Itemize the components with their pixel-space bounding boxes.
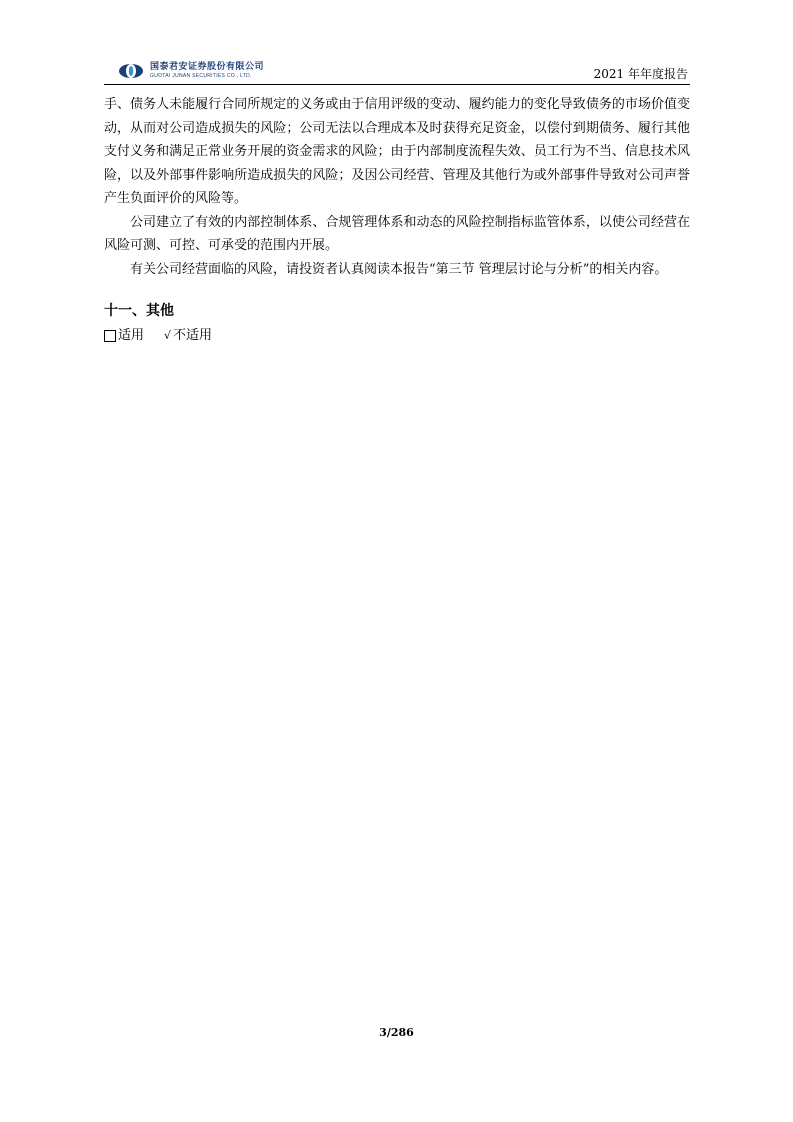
check-mark-icon: √: [164, 329, 172, 342]
logo-text: [150, 63, 264, 79]
paragraph-risk-reference: 有关公司经营面临的风险，请投资者认真阅读本报告“第三节 管理层讨论与分析”的相关内容。: [130, 261, 668, 277]
option-applicable: [104, 326, 144, 346]
applicability-options: [104, 326, 690, 346]
option-applicable-label: 适用: [118, 328, 145, 343]
company-logo: [118, 60, 264, 82]
page-content: [104, 93, 690, 346]
empty-checkbox-icon: [104, 330, 116, 342]
option-not-applicable-label: 不适用: [173, 328, 213, 343]
paragraph-risk-continuation: 手、债务人未能履行合同所规定的义务或由于信用评级的变动、履约能力的变化导致债务的市场价值变动，从而对公司造成损失的风险；公司无法以合理成本及时获得充足资金，以偿付到期债务、履行其他支付义务和满足正常业务开展的资金需求的风险；由于内部制度流程失效、员工行为不当、信息技术风险，以及外部事件影响所造成损失的风险；及因公司经营、管理及其他行为或外部事件导致对公司声誉产生负面评价的风险等。: [104, 97, 690, 206]
logo-mark-icon: [118, 63, 144, 79]
page-header: [104, 56, 690, 85]
report-title: 2021 年年度报告: [593, 67, 688, 81]
option-not-applicable: [164, 326, 212, 346]
logo-english-name: GUOTAI JUNAN SECURITIES CO., LTD.: [150, 73, 252, 79]
page-number: 3/286: [379, 1026, 414, 1039]
paragraph-internal-control: 公司建立了有效的内部控制体系、合规管理体系和动态的风险控制指标监管体系，以使公司经营在风险可测、可控、可承受的范围内开展。: [104, 214, 690, 253]
section-heading: 十一、其他: [104, 303, 174, 319]
logo-chinese-name: 国泰君安证券股份有限公司: [150, 62, 265, 72]
